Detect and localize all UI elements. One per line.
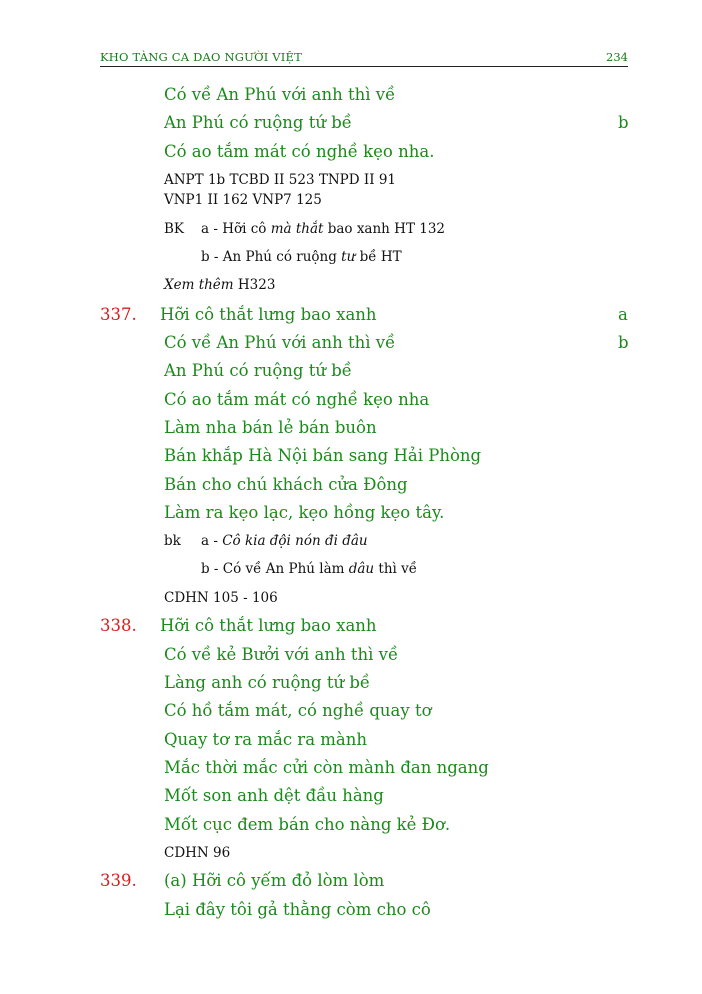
- verse-line: Mốt son anh dệt đầu hàng: [164, 786, 384, 805]
- verse-line: Mốt cục đem bán cho nàng kẻ Đơ.: [164, 815, 451, 834]
- verse-line: Làng anh có ruộng tứ bề: [164, 673, 371, 692]
- variant-a: a - Hỡi cô mà thắt bao xanh HT 132: [201, 221, 446, 237]
- verse-line: Lại đây tôi gả thằng còm cho cô: [164, 900, 431, 919]
- variant-b: b - An Phú có ruộng tư bề HT: [201, 249, 402, 265]
- line-marker-b: b: [618, 333, 629, 352]
- see-also: Xem thêm H323: [164, 277, 276, 293]
- verse-line: Quay tơ ra mắc ra mành: [164, 730, 368, 749]
- verse-line: Bán khắp Hà Nội bán sang Hải Phòng: [164, 446, 482, 465]
- source-reference: CDHN 105 - 106: [164, 590, 278, 606]
- source-reference: ANPT 1b TCBD II 523 TNPD II 91: [164, 172, 396, 188]
- line-marker-b: b: [618, 113, 629, 132]
- page-number: 234: [606, 50, 628, 64]
- verse-line: (a) Hỡi cô yếm đỏ lòm lòm: [164, 871, 385, 890]
- book-title: KHO TÀNG CA DAO NGƯỜI VIỆT: [100, 50, 303, 64]
- verse-line: Hỡi cô thắt lưng bao xanh: [160, 616, 377, 635]
- verse-line: Có về An Phú với anh thì về: [164, 333, 396, 352]
- variant-label: BK: [164, 221, 185, 237]
- verse-line: Làm ra kẹo lạc, kẹo hồng kẹo tây.: [164, 503, 445, 522]
- variant-label: bk: [164, 533, 181, 549]
- variant-a: a - Cô kia đội nón đi đâu: [201, 533, 368, 549]
- poem-number: 337.: [100, 305, 137, 324]
- verse-line: Làm nha bán lẻ bán buôn: [164, 418, 377, 437]
- verse-line: An Phú có ruộng tứ bề: [164, 361, 352, 380]
- verse-line: Có về kẻ Bưởi với anh thì về: [164, 645, 399, 664]
- verse-line: Có hồ tắm mát, có nghề quay tơ: [164, 701, 432, 720]
- running-header: [100, 48, 628, 67]
- verse-line: Có ao tắm mát có nghề kẹo nha.: [164, 142, 435, 161]
- verse-line: An Phú có ruộng tứ bề: [164, 113, 352, 132]
- poem-number: 339.: [100, 871, 137, 890]
- source-reference: CDHN 96: [164, 845, 231, 861]
- verse-line: Mắc thời mắc cửi còn mành đan ngang: [164, 758, 489, 777]
- poem-number: 338.: [100, 616, 137, 635]
- verse-line: Bán cho chú khách cửa Đông: [164, 475, 408, 494]
- line-marker-a: a: [618, 305, 628, 324]
- verse-line: Có về An Phú với anh thì về: [164, 85, 396, 104]
- source-reference: VNP1 II 162 VNP7 125: [164, 192, 322, 208]
- verse-line: Hỡi cô thắt lưng bao xanh: [160, 305, 377, 324]
- verse-line: Có ao tắm mát có nghề kẹo nha: [164, 390, 430, 409]
- variant-b: b - Có về An Phú làm dâu thì về: [201, 561, 418, 577]
